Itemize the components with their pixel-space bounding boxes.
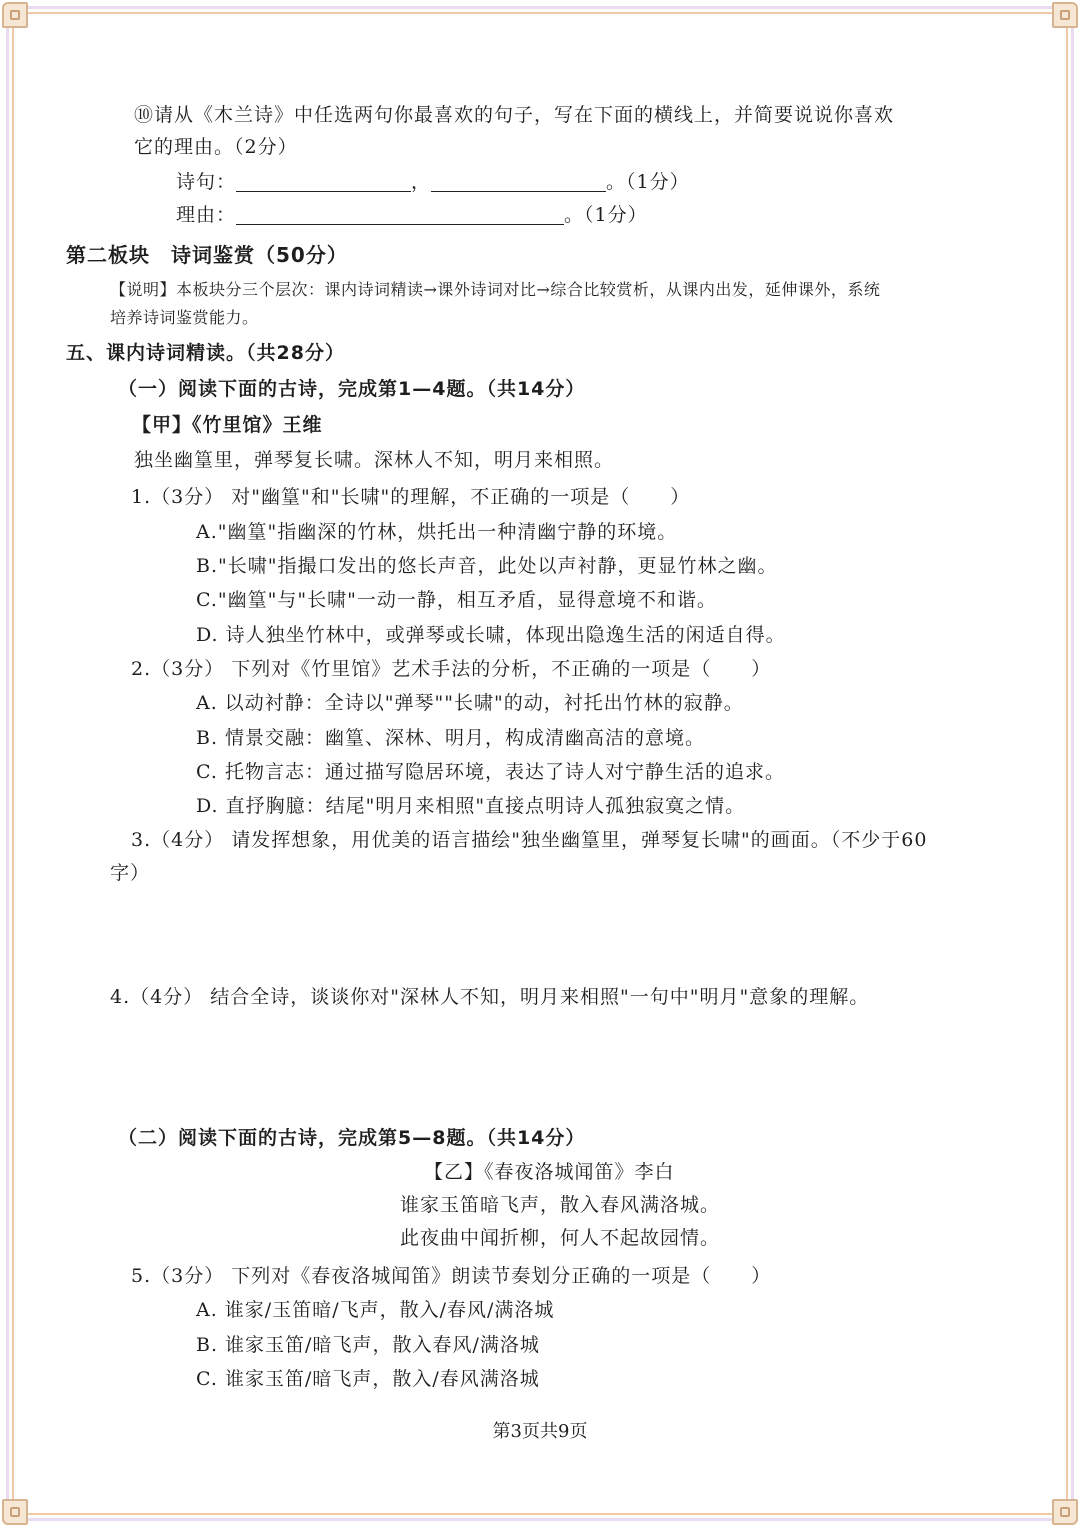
- poem-b-title: 【乙】《春夜洛城闻笛》李白: [424, 1161, 675, 1183]
- page-footer: 第3页共9页: [492, 1421, 588, 1442]
- reason-answer-blank[interactable]: [236, 206, 564, 225]
- q1-stem: 1.（3分） 对"幽篁"和"长啸"的理解，不正确的一项是（ ）: [131, 486, 691, 508]
- q5-stem: 5.（3分） 下列对《春夜洛城闻笛》朗读节奏划分正确的一项是（ ）: [131, 1265, 772, 1287]
- q4-stem: 4.（4分） 结合全诗，谈谈你对"深林人不知，明月来相照"一句中"明月"意象的理解。: [110, 986, 870, 1008]
- corner-ornament-icon: [2, 1499, 28, 1525]
- q2-option-a: A. 以动衬静：全诗以"弹琴""长啸"的动，衬托出竹林的寂静。: [196, 692, 744, 714]
- q3-line1: 3.（4分） 请发挥想象，用优美的语言描绘"独坐幽篁里，弹琴复长啸"的画面。（不少于60: [131, 829, 928, 851]
- q2-option-b: B. 情景交融：幽篁、深林、明月，构成清幽高洁的意境。: [196, 727, 706, 749]
- q10-line2: 它的理由。（2分）: [134, 136, 298, 158]
- q5-option-c: C. 谁家玉笛/暗飞声，散入/春风满洛城: [196, 1368, 540, 1390]
- q10-poem-row: [176, 173, 690, 192]
- poem-a-text: 独坐幽篁里，弹琴复长啸。深林人不知，明月来相照。: [134, 449, 615, 471]
- poem-label: 诗句：: [176, 171, 237, 193]
- poem-b-line1: 谁家玉笛暗飞声，散入春风满洛城。: [400, 1194, 721, 1216]
- part5-sub2: （二）阅读下面的古诗，完成第5—8题。（共14分）: [118, 1127, 586, 1149]
- q5-option-a: A. 谁家/玉笛暗/飞声，散入/春风/满洛城: [196, 1299, 555, 1321]
- part5-title: 五、课内诗词精读。（共28分）: [66, 342, 345, 364]
- poem-comma: ，: [411, 171, 432, 193]
- part5-sub1: （一）阅读下面的古诗，完成第1—4题。（共14分）: [118, 378, 586, 400]
- q1-option-c: C."幽篁"与"长啸"一动一静，相互矛盾，显得意境不和谐。: [196, 589, 717, 611]
- q1-option-d: D. 诗人独坐竹林中，或弹琴或长啸，体现出隐逸生活的闲适自得。: [196, 624, 786, 646]
- corner-ornament-icon: [1052, 2, 1078, 28]
- q2-option-d: D. 直抒胸臆：结尾"明月来相照"直接点明诗人孤独寂寞之情。: [196, 795, 746, 817]
- q1-option-b: B."长啸"指撮口发出的悠长声音，此处以声衬静，更显竹林之幽。: [196, 555, 778, 577]
- reason-label: 理由：: [176, 204, 237, 226]
- poem-a-title: 【甲】《竹里馆》王维: [132, 414, 323, 436]
- section2-note-line2: 培养诗词鉴赏能力。: [110, 308, 259, 327]
- reason-score: 。（1分）: [564, 204, 648, 226]
- q5-option-b: B. 谁家玉笛/暗飞声，散入春风/满洛城: [196, 1334, 540, 1356]
- q1-option-a: A."幽篁"指幽深的竹林，烘托出一种清幽宁静的环境。: [196, 521, 678, 543]
- q3-line2: 字）: [110, 862, 151, 884]
- q10-reason-row: [176, 206, 648, 225]
- section2-note-line1: 【说明】本板块分三个层次：课内诗词精读→课外诗词对比→综合比较赏析，从课内出发，延伸课外，系统: [110, 280, 881, 299]
- poem-answer-blank-1[interactable]: [236, 173, 411, 192]
- corner-ornament-icon: [1052, 1499, 1078, 1525]
- poem-answer-blank-2[interactable]: [431, 173, 606, 192]
- q10-line1: ⑩请从《木兰诗》中任选两句你最喜欢的句子，写在下面的横线上，并简要说说你喜欢: [134, 104, 895, 126]
- section2-title: 第二板块 诗词鉴赏（50分）: [66, 243, 348, 267]
- q2-stem: 2.（3分） 下列对《竹里馆》艺术手法的分析，不正确的一项是（ ）: [131, 658, 772, 680]
- poem-score: 。（1分）: [606, 171, 690, 193]
- corner-ornament-icon: [2, 2, 28, 28]
- poem-b-line2: 此夜曲中闻折柳，何人不起故园情。: [400, 1227, 721, 1249]
- q2-option-c: C. 托物言志：通过描写隐居环境，表达了诗人对宁静生活的追求。: [196, 761, 785, 783]
